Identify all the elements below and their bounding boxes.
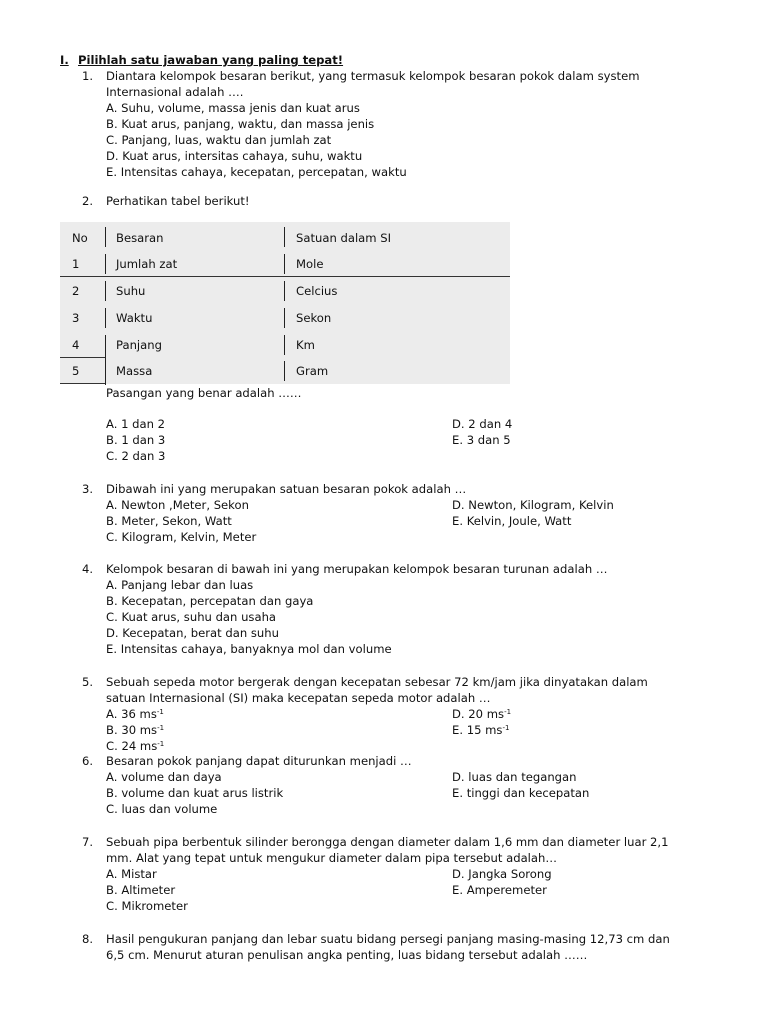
- option-value: D. 20: [452, 707, 484, 721]
- table-cell: Mole: [296, 257, 324, 271]
- question-number: 6.: [82, 754, 94, 768]
- option-value: C. 24: [106, 739, 137, 753]
- table-cell: 1: [72, 257, 80, 271]
- unit-exponent: -1: [157, 724, 165, 732]
- option-b: B. 1 dan 3: [106, 433, 166, 447]
- unit-text: ms: [139, 707, 157, 721]
- table-cell: Gram: [296, 364, 329, 378]
- table-divider: [60, 276, 510, 277]
- question-text: Besaran pokok panjang dapat diturunkan menjadi …: [106, 754, 412, 768]
- option-d: D. Kecepatan, berat dan suhu: [106, 626, 279, 640]
- option-d: [452, 706, 511, 722]
- option-d: D. Newton, Kilogram, Kelvin: [452, 498, 614, 512]
- unit-exponent: -1: [502, 724, 510, 732]
- unit-text: ms: [486, 707, 505, 721]
- table-divider: [284, 335, 285, 355]
- option-value: B. 30: [106, 723, 137, 737]
- option-b: [106, 722, 164, 738]
- unit-exponent: -1: [504, 708, 512, 716]
- question-text: Dibawah ini yang merupakan satuan besaran pokok adalah …: [106, 482, 467, 496]
- table-cell: 4: [72, 338, 80, 352]
- table-divider: [105, 227, 106, 247]
- option-c: C. Panjang, luas, waktu dan jumlah zat: [106, 133, 332, 147]
- option-a: A. Newton ,Meter, Sekon: [106, 498, 249, 512]
- option-d: D. Jangka Sorong: [452, 867, 552, 881]
- option-e: [452, 722, 509, 738]
- option-c: C. Kilogram, Kelvin, Meter: [106, 530, 257, 544]
- table-divider: [284, 227, 285, 247]
- table-divider: [60, 357, 105, 358]
- option-d: D. 2 dan 4: [452, 417, 513, 431]
- option-a: A. 1 dan 2: [106, 417, 166, 431]
- question-text: Kelompok besaran di bawah ini yang merupakan kelompok besaran turunan adalah …: [106, 562, 608, 576]
- table-divider: [105, 308, 106, 328]
- table-header: Satuan dalam SI: [296, 231, 392, 245]
- option-a: A. volume dan daya: [106, 770, 222, 784]
- option-e: E. Kelvin, Joule, Watt: [452, 514, 572, 528]
- question-text: Perhatikan tabel berikut!: [106, 194, 250, 208]
- option-a: A. Suhu, volume, massa jenis dan kuat arus: [106, 101, 360, 115]
- option-d: D. luas dan tegangan: [452, 770, 577, 784]
- table-divider: [60, 383, 105, 384]
- question-number: 8.: [82, 932, 94, 946]
- option-c: C. Kuat arus, suhu dan usaha: [106, 610, 277, 624]
- table-divider: [105, 354, 106, 385]
- question-number: 1.: [82, 69, 94, 83]
- question-text: Internasional adalah ….: [106, 85, 244, 99]
- option-c: C. 2 dan 3: [106, 449, 166, 463]
- unit-text: ms: [139, 739, 158, 753]
- table-cell: Km: [296, 338, 315, 352]
- question-number: 2.: [82, 194, 94, 208]
- option-e: E. Intensitas cahaya, kecepatan, percepatan, waktu: [106, 165, 407, 179]
- option-a: A. Mistar: [106, 867, 157, 881]
- table-cell: 3: [72, 311, 80, 325]
- option-value: E. 15: [452, 723, 482, 737]
- table-cell: 5: [72, 364, 80, 378]
- option-e: E. Intensitas cahaya, banyaknya mol dan volume: [106, 642, 392, 656]
- option-e: E. Amperemeter: [452, 883, 547, 897]
- table-divider: [105, 254, 106, 274]
- table-divider: [105, 281, 106, 301]
- table-divider: [284, 361, 285, 381]
- option-a: A. Panjang lebar dan luas: [106, 578, 254, 592]
- question-text: Sebuah sepeda motor bergerak dengan kecepatan sebesar 72 km/jam jika dinyatakan dalam: [106, 675, 648, 689]
- question-text: satuan Internasional (SI) maka kecepatan sepeda motor adalah …: [106, 691, 491, 705]
- option-c: [106, 738, 164, 754]
- option-b: B. Kuat arus, panjang, waktu, dan massa jenis: [106, 117, 375, 131]
- question-number: 3.: [82, 482, 94, 496]
- table-divider: [284, 254, 285, 274]
- option-b: B. Meter, Sekon, Watt: [106, 514, 232, 528]
- question-text: Diantara kelompok besaran berikut, yang termasuk kelompok besaran pokok dalam system: [106, 69, 640, 83]
- option-b: B. Altimeter: [106, 883, 176, 897]
- table-cell: Massa: [116, 364, 153, 378]
- option-b: B. Kecepatan, percepatan dan gaya: [106, 594, 314, 608]
- table-divider: [284, 308, 285, 328]
- question-number: 5.: [82, 675, 94, 689]
- table-cell: 2: [72, 284, 80, 298]
- table-cell: Jumlah zat: [116, 257, 178, 271]
- question-text: mm. Alat yang tepat untuk mengukur diameter dalam pipa tersebut adalah…: [106, 851, 557, 865]
- question-text: 6,5 cm. Menurut aturan penulisan angka penting, luas bidang tersebut adalah ……: [106, 948, 588, 962]
- table-header: No: [72, 231, 88, 245]
- unit-text: ms: [485, 723, 503, 737]
- section-number: I.: [60, 53, 69, 67]
- table-cell: Panjang: [116, 338, 162, 352]
- option-c: C. luas dan volume: [106, 802, 218, 816]
- table-divider: [284, 281, 285, 301]
- table-cell: Sekon: [296, 311, 332, 325]
- option-value: A. 36: [106, 707, 136, 721]
- section-title: Pilihlah satu jawaban yang paling tepat!: [78, 53, 344, 67]
- question-number: 4.: [82, 562, 94, 576]
- option-e: E. 3 dan 5: [452, 433, 511, 447]
- unit-text: ms: [139, 723, 158, 737]
- question-text: Sebuah pipa berbentuk silinder berongga dengan diameter dalam 1,6 mm dan diameter luar 2,1: [106, 835, 669, 849]
- table-cell: Suhu: [116, 284, 146, 298]
- option-c: C. Mikrometer: [106, 899, 188, 913]
- data-table: [60, 222, 510, 384]
- question-text: Pasangan yang benar adalah ……: [106, 386, 302, 400]
- option-a: [106, 706, 164, 722]
- table-divider: [105, 335, 106, 355]
- unit-exponent: -1: [156, 708, 164, 716]
- option-b: B. volume dan kuat arus listrik: [106, 786, 284, 800]
- option-e: E. tinggi dan kecepatan: [452, 786, 590, 800]
- unit-exponent: -1: [157, 740, 165, 748]
- question-text: Hasil pengukuran panjang dan lebar suatu bidang persegi panjang masing-masing 12,73 cm dan: [106, 932, 670, 946]
- table-cell: Waktu: [116, 311, 153, 325]
- table-header: Besaran: [116, 231, 164, 245]
- question-number: 7.: [82, 835, 94, 849]
- option-d: D. Kuat arus, intersitas cahaya, suhu, waktu: [106, 149, 363, 163]
- table-cell: Celcius: [296, 284, 338, 298]
